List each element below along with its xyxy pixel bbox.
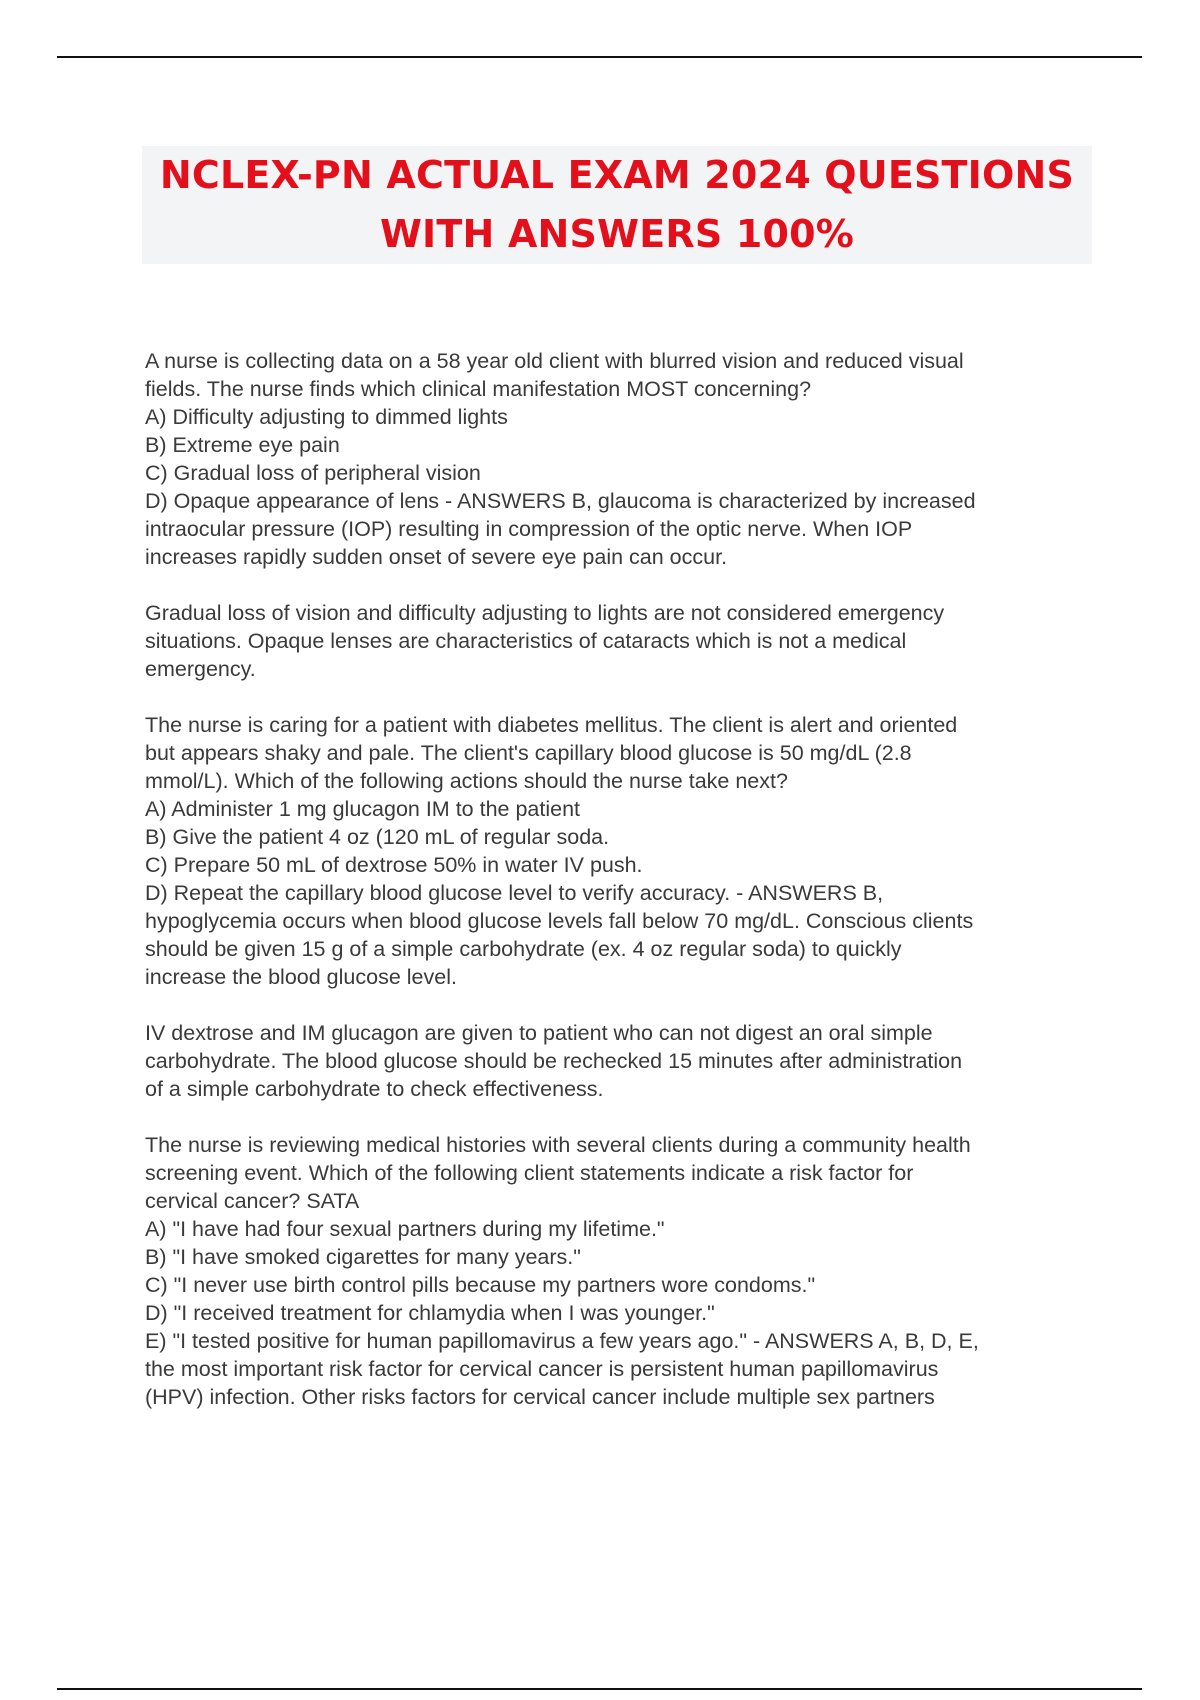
text-line: screening event. Which of the following client statements indicate a risk factor for	[145, 1161, 914, 1185]
text-line: but appears shaky and pale. The client's capillary blood glucose is 50 mg/dL (2.8	[145, 741, 912, 765]
bottom-rule	[57, 1688, 1142, 1690]
text-line: cervical cancer? SATA	[145, 1189, 360, 1213]
paragraph	[145, 347, 1095, 571]
text-line: E) "I tested positive for human papillomavirus a few years ago." - ANSWERS A, B, D, E,	[145, 1329, 979, 1353]
top-rule	[57, 56, 1142, 58]
text-line: D) Repeat the capillary blood glucose level to verify accuracy. - ANSWERS B,	[145, 881, 884, 905]
text-line: A) Difficulty adjusting to dimmed lights	[145, 405, 508, 429]
document-body	[145, 347, 1095, 1439]
text-line: situations. Opaque lenses are characteristics of cataracts which is not a medical	[145, 629, 907, 653]
text-line: C) "I never use birth control pills because my partners wore condoms."	[145, 1273, 816, 1297]
text-line: should be given 15 g of a simple carbohydrate (ex. 4 oz regular soda) to quickly	[145, 937, 902, 961]
text-line: A) Administer 1 mg glucagon IM to the patient	[145, 797, 581, 821]
paragraph	[145, 711, 1095, 991]
text-line: A) "I have had four sexual partners during my lifetime."	[145, 1217, 665, 1241]
text-line: mmol/L). Which of the following actions should the nurse take next?	[145, 769, 788, 793]
text-line: IV dextrose and IM glucagon are given to patient who can not digest an oral simple	[145, 1021, 933, 1045]
text-line: carbohydrate. The blood glucose should be rechecked 15 minutes after administration	[145, 1049, 963, 1073]
text-line: B) Extreme eye pain	[145, 433, 340, 457]
text-line: fields. The nurse finds which clinical manifestation MOST concerning?	[145, 377, 812, 401]
text-line: C) Prepare 50 mL of dextrose 50% in water IV push.	[145, 853, 643, 877]
text-line: hypoglycemia occurs when blood glucose levels fall below 70 mg/dL. Conscious clients	[145, 909, 974, 933]
page-title-line-2: WITH ANSWERS 100%	[379, 212, 855, 256]
text-line: increase the blood glucose level.	[145, 965, 457, 989]
text-line: The nurse is caring for a patient with diabetes mellitus. The client is alert and oriented	[145, 713, 958, 737]
text-line: B) "I have smoked cigarettes for many years."	[145, 1245, 581, 1269]
text-line: Gradual loss of vision and difficulty adjusting to lights are not considered emergency	[145, 601, 945, 625]
text-line: A nurse is collecting data on a 58 year old client with blurred vision and reduced visual	[145, 349, 964, 373]
text-line: of a simple carbohydrate to check effectiveness.	[145, 1077, 604, 1101]
text-line: emergency.	[145, 657, 256, 681]
text-line: D) Opaque appearance of lens - ANSWERS B, glaucoma is characterized by increased	[145, 489, 976, 513]
text-line: intraocular pressure (IOP) resulting in compression of the optic nerve. When IOP	[145, 517, 913, 541]
text-line: C) Gradual loss of peripheral vision	[145, 461, 481, 485]
paragraph	[145, 599, 1095, 683]
text-line: increases rapidly sudden onset of severe eye pain can occur.	[145, 545, 728, 569]
paragraph	[145, 1131, 1095, 1411]
text-line: B) Give the patient 4 oz (120 mL of regular soda.	[145, 825, 610, 849]
text-line: (HPV) infection. Other risks factors for cervical cancer include multiple sex partners	[145, 1385, 935, 1409]
page-title-line-1: NCLEX-PN ACTUAL EXAM 2024 QUESTIONS	[159, 153, 1075, 197]
text-line: the most important risk factor for cervical cancer is persistent human papillomavirus	[145, 1357, 939, 1381]
text-line: The nurse is reviewing medical histories with several clients during a community health	[145, 1133, 971, 1157]
paragraph	[145, 1019, 1095, 1103]
text-line: D) "I received treatment for chlamydia when I was younger."	[145, 1301, 715, 1325]
title-banner	[142, 146, 1092, 264]
